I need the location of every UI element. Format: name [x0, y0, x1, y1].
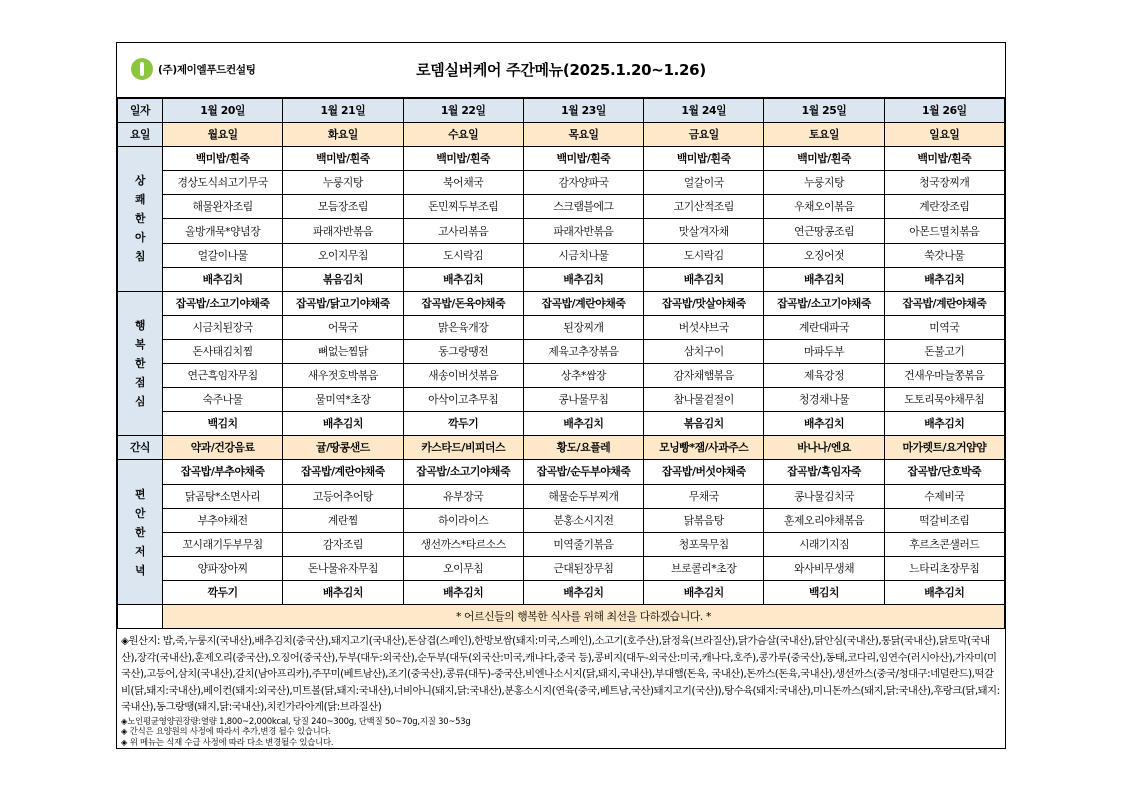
lunch-menu-item: 아삭이고추무침 — [403, 388, 523, 412]
breakfast-menu-item: 백미밥/흰죽 — [523, 147, 643, 171]
day-cell: 토요일 — [764, 123, 884, 147]
breakfast-menu-item: 연근땅콩조림 — [764, 219, 884, 243]
lunch-menu-item: 배추김치 — [884, 412, 1004, 436]
day-label: 요일 — [118, 123, 163, 147]
breakfast-menu-item: 해물완자조림 — [163, 195, 283, 219]
dinner-menu-item: 해물순두부찌개 — [523, 484, 643, 508]
breakfast-row — [118, 195, 1005, 219]
lunch-menu-item: 계란대파국 — [764, 315, 884, 339]
lunch-menu-item: 된장찌개 — [523, 315, 643, 339]
dinner-menu-item: 배추김치 — [403, 580, 523, 604]
dinner-row — [118, 532, 1005, 556]
breakfast-menu-item: 도시락김 — [403, 243, 523, 267]
day-cell: 일요일 — [884, 123, 1004, 147]
date-cell: 1월 22일 — [403, 99, 523, 123]
breakfast-menu-item: 얼갈이국 — [644, 171, 764, 195]
dinner-menu-item: 감자조림 — [283, 532, 403, 556]
dinner-menu-item: 배추김치 — [283, 580, 403, 604]
dinner-menu-item: 콩나물김치국 — [764, 484, 884, 508]
day-cell: 월요일 — [163, 123, 283, 147]
dinner-menu-item: 배추김치 — [523, 580, 643, 604]
lunch-menu-item: 감자채햄볶음 — [644, 364, 764, 388]
lunch-menu-item: 제육강정 — [764, 364, 884, 388]
dinner-menu-item: 잡곡밥/순두부야채죽 — [523, 460, 643, 484]
lunch-menu-item: 마파두부 — [764, 339, 884, 363]
date-label: 일자 — [118, 99, 163, 123]
snack-item: 황도/요플레 — [523, 436, 643, 460]
dinner-menu-item: 잡곡밥/단호박죽 — [884, 460, 1004, 484]
breakfast-menu-item: 오이지무침 — [283, 243, 403, 267]
note-snack: ◈ 간식은 요양원의 사정에 따라서 추가,변경 될수 있습니다. — [121, 726, 331, 737]
header — [117, 43, 1005, 98]
snack-label: 간식 — [118, 436, 163, 460]
lunch-menu-item: 새송이버섯볶음 — [403, 364, 523, 388]
dinner-row — [118, 580, 1005, 604]
dinner-menu-item: 와사비무생채 — [764, 556, 884, 580]
company-name: (주)제이엘푸드컨설팅 — [158, 63, 256, 76]
lunch-menu-item: 연근흑임자무침 — [163, 364, 283, 388]
lunch-menu-item: 청경채나물 — [764, 388, 884, 412]
dinner-row — [118, 460, 1005, 484]
dinner-row — [118, 508, 1005, 532]
breakfast-menu-item: 모듬장조림 — [283, 195, 403, 219]
dinner-menu-item: 백김치 — [764, 580, 884, 604]
dinner-menu-item: 분홍소시지전 — [523, 508, 643, 532]
lunch-menu-item: 잡곡밥/계란야채죽 — [523, 291, 643, 315]
lunch-menu-item: 새우젓호박볶음 — [283, 364, 403, 388]
lunch-menu-item: 제육고추장볶음 — [523, 339, 643, 363]
breakfast-menu-item: 시금치나물 — [523, 243, 643, 267]
breakfast-menu-item: 얼갈이나물 — [163, 243, 283, 267]
dinner-label: 편 안 한 저 녁 — [118, 460, 163, 605]
breakfast-menu-item: 스크램블에그 — [523, 195, 643, 219]
lunch-menu-item: 돈불고기 — [884, 339, 1004, 363]
breakfast-menu-item: 경상도식쇠고기무국 — [163, 171, 283, 195]
day-row — [118, 123, 1005, 147]
breakfast-row — [118, 267, 1005, 291]
lunch-label: 행 복 한 점 심 — [118, 291, 163, 436]
breakfast-menu-item: 맛살겨자채 — [644, 219, 764, 243]
snack-item: 바나나/엔요 — [764, 436, 884, 460]
lunch-menu-item: 볶음김치 — [644, 412, 764, 436]
breakfast-menu-item: 누룽지탕 — [764, 171, 884, 195]
day-cell: 화요일 — [283, 123, 403, 147]
notes-section — [117, 629, 1005, 747]
lunch-menu-item: 어묵국 — [283, 315, 403, 339]
lunch-menu-item: 콩나물무침 — [523, 388, 643, 412]
lunch-menu-item: 잡곡밥/계란야채죽 — [884, 291, 1004, 315]
lunch-menu-item: 맑은육개장 — [403, 315, 523, 339]
dinner-menu-item: 닭곰탕*소면사리 — [163, 484, 283, 508]
slogan-text: * 어르신들의 행복한 식사를 위해 최선을 다하겠습니다. * — [163, 604, 1005, 628]
lunch-menu-item: 도토리묵야채무침 — [884, 388, 1004, 412]
dinner-menu-item: 깍두기 — [163, 580, 283, 604]
dinner-menu-item: 청포묵무침 — [644, 532, 764, 556]
dinner-menu-item: 후르츠콘샐러드 — [884, 532, 1004, 556]
dinner-row — [118, 556, 1005, 580]
lunch-menu-item: 잡곡밥/맛살야채죽 — [644, 291, 764, 315]
lunch-menu-item: 배추김치 — [523, 412, 643, 436]
dinner-menu-item: 잡곡밥/부추야채죽 — [163, 460, 283, 484]
lunch-menu-item: 숙주나물 — [163, 388, 283, 412]
lunch-menu-item: 잡곡밥/돈육야채죽 — [403, 291, 523, 315]
breakfast-menu-item: 백미밥/흰죽 — [644, 147, 764, 171]
menu-sheet — [116, 42, 1006, 749]
breakfast-menu-item: 파래자반볶음 — [523, 219, 643, 243]
dinner-menu-item: 느타리초장무침 — [884, 556, 1004, 580]
lunch-menu-item: 삼치구이 — [644, 339, 764, 363]
breakfast-menu-item: 계란장조림 — [884, 195, 1004, 219]
date-cell: 1월 25일 — [764, 99, 884, 123]
dinner-menu-item: 닭볶음탕 — [644, 508, 764, 532]
dinner-menu-item: 유부장국 — [403, 484, 523, 508]
date-cell: 1월 21일 — [283, 99, 403, 123]
page-title: 로뎀실버케어 주간메뉴(2025.1.20~1.26) — [416, 61, 706, 79]
breakfast-menu-item: 고기산적조림 — [644, 195, 764, 219]
snack-item: 모닝빵*잼/사과주스 — [644, 436, 764, 460]
breakfast-menu-item: 오징어젓 — [764, 243, 884, 267]
lunch-menu-item: 배추김치 — [283, 412, 403, 436]
dinner-menu-item: 배추김치 — [884, 580, 1004, 604]
dinner-menu-item: 근대된장무침 — [523, 556, 643, 580]
lunch-menu-item: 미역국 — [884, 315, 1004, 339]
date-cell: 1월 20일 — [163, 99, 283, 123]
breakfast-menu-item: 돈민찌두부조림 — [403, 195, 523, 219]
dinner-menu-item: 무채국 — [644, 484, 764, 508]
breakfast-row — [118, 219, 1005, 243]
origin-text: ◈원산지: 밥,죽,누룽지(국내산),배추김치(중국산),돼지고기(국내산),돈삼겹(스페인),한방보쌈(돼지:미국,스페인),소고기(호주산),닭정육(브라질산),닭가슴살(국내산),닭안심(국내산),통닭(국내산),닭토막(국내산),장각(국내산),훈제오리(중국산),오징어(중국산),두부(대두:외국산),순두부(대두(외국산:미국,캐나다,중국 등),콩비지(대두-외국산:미국,캐나다,호주),콩가루(중국산),동태,코다리,임연수(러시아산),가자미(미국산),고등어,삼치(국내산),갈치(남아프리카),주꾸미(베트남산),조기(중국산),콩류(대두)-중국산,비엔나소시지(닭,돼지,국내산),부대햄(돈육, 국내산),돈까스(돈육,국내산),생선까스(중국/청대구:네덜란드),떡갈비(닭,돼지:국내산),베이컨(돼지:외국산),미트볼(닭,돼지:국내산),너비아니(돼지,닭:국내산),분홍소시지(연육(중국,베트남,국산)돼지고기(국산)),탕수육(돼지:국내산),미니돈까스(돼지,닭:국내산),후랑크(닭,돼지:국내산),동그랑땡(돼지,닭:국내산),치킨가라아게(닭:브라질산) — [121, 635, 1000, 714]
snack-item: 카스타드/비피더스 — [403, 436, 523, 460]
lunch-menu-item: 건새우마늘쫑볶음 — [884, 364, 1004, 388]
dinner-row — [118, 484, 1005, 508]
dinner-menu-item: 잡곡밥/소고기야채죽 — [403, 460, 523, 484]
lunch-menu-item: 돈사태김치찜 — [163, 339, 283, 363]
lunch-menu-item: 상추*쌈장 — [523, 364, 643, 388]
breakfast-menu-item: 배추김치 — [764, 267, 884, 291]
dinner-menu-item: 미역줄기볶음 — [523, 532, 643, 556]
dinner-menu-item: 떡갈비조림 — [884, 508, 1004, 532]
lunch-row — [118, 291, 1005, 315]
lunch-menu-item: 버섯샤브국 — [644, 315, 764, 339]
date-cell: 1월 26일 — [884, 99, 1004, 123]
dinner-menu-item: 계란찜 — [283, 508, 403, 532]
breakfast-menu-item: 볶음김치 — [283, 267, 403, 291]
dinner-menu-item: 훈제오리야채볶음 — [764, 508, 884, 532]
dinner-menu-item: 돈나물유자무침 — [283, 556, 403, 580]
lunch-row — [118, 388, 1005, 412]
breakfast-label: 상 쾌 한 아 침 — [118, 147, 163, 292]
breakfast-menu-item: 올방개묵*양념장 — [163, 219, 283, 243]
lunch-row — [118, 339, 1005, 363]
lunch-menu-item: 뼈없는찜닭 — [283, 339, 403, 363]
dinner-menu-item: 오이무침 — [403, 556, 523, 580]
dinner-menu-item: 하이라이스 — [403, 508, 523, 532]
date-cell: 1월 23일 — [523, 99, 643, 123]
lunch-row — [118, 412, 1005, 436]
lunch-menu-item: 잡곡밥/소고기야채죽 — [764, 291, 884, 315]
dinner-menu-item: 꼬시래기두부무침 — [163, 532, 283, 556]
breakfast-menu-item: 백미밥/흰죽 — [884, 147, 1004, 171]
slogan-row — [118, 604, 1005, 628]
breakfast-menu-item: 북어채국 — [403, 171, 523, 195]
day-cell: 금요일 — [644, 123, 764, 147]
weekly-menu-table — [117, 98, 1005, 629]
note-change: ◈ 위 메뉴는 식재 수급 사정에 따라 다소 변경될수 있습니다. — [121, 736, 334, 747]
lunch-menu-item: 동그랑땡전 — [403, 339, 523, 363]
dinner-menu-item: 브로콜리*초장 — [644, 556, 764, 580]
day-cell: 수요일 — [403, 123, 523, 147]
lunch-menu-item: 시금치된장국 — [163, 315, 283, 339]
breakfast-menu-item: 감자양파국 — [523, 171, 643, 195]
lunch-menu-item: 잡곡밥/소고기야채죽 — [163, 291, 283, 315]
breakfast-menu-item: 도시락김 — [644, 243, 764, 267]
snack-item: 귤/땅콩샌드 — [283, 436, 403, 460]
breakfast-menu-item: 누룽지탕 — [283, 171, 403, 195]
breakfast-menu-item: 배추김치 — [523, 267, 643, 291]
breakfast-row — [118, 171, 1005, 195]
lunch-menu-item: 백김치 — [163, 412, 283, 436]
dinner-menu-item: 잡곡밥/흑임자죽 — [764, 460, 884, 484]
dinner-menu-item: 부추야채전 — [163, 508, 283, 532]
snack-item: 약과/건강음료 — [163, 436, 283, 460]
breakfast-menu-item: 아몬드멸치볶음 — [884, 219, 1004, 243]
breakfast-menu-item: 우채오이볶음 — [764, 195, 884, 219]
breakfast-menu-item: 쑥갓나물 — [884, 243, 1004, 267]
lunch-row — [118, 364, 1005, 388]
breakfast-menu-item: 백미밥/흰죽 — [283, 147, 403, 171]
dinner-menu-item: 배추김치 — [644, 580, 764, 604]
snack-row — [118, 436, 1005, 460]
lunch-menu-item: 참나물겉절이 — [644, 388, 764, 412]
breakfast-menu-item: 백미밥/흰죽 — [764, 147, 884, 171]
dinner-menu-item: 잡곡밥/버섯야채죽 — [644, 460, 764, 484]
breakfast-row — [118, 243, 1005, 267]
lunch-menu-item: 배추김치 — [764, 412, 884, 436]
breakfast-menu-item: 파래자반볶음 — [283, 219, 403, 243]
breakfast-menu-item: 배추김치 — [884, 267, 1004, 291]
date-row — [118, 99, 1005, 123]
breakfast-menu-item: 백미밥/흰죽 — [403, 147, 523, 171]
lunch-menu-item: 잡곡밥/닭고기야채죽 — [283, 291, 403, 315]
lunch-menu-item: 깍두기 — [403, 412, 523, 436]
lunch-row — [118, 315, 1005, 339]
snack-item: 마가렛트/요거얌얌 — [884, 436, 1004, 460]
breakfast-menu-item: 배추김치 — [644, 267, 764, 291]
breakfast-menu-item: 배추김치 — [163, 267, 283, 291]
dinner-menu-item: 수제비국 — [884, 484, 1004, 508]
note-nutrition: ◈노인평균영양권장량:열량 1,800~2,000kcal, 당질 240~300g, 단백질 50~70g,지질 30~53g — [121, 716, 471, 727]
breakfast-row — [118, 147, 1005, 171]
breakfast-menu-item: 배추김치 — [403, 267, 523, 291]
lunch-menu-item: 물미역*초장 — [283, 388, 403, 412]
breakfast-menu-item: 청국장찌개 — [884, 171, 1004, 195]
dinner-menu-item: 양파장아찌 — [163, 556, 283, 580]
dinner-menu-item: 고등어추어탕 — [283, 484, 403, 508]
day-cell: 목요일 — [523, 123, 643, 147]
breakfast-menu-item: 고사리볶음 — [403, 219, 523, 243]
breakfast-menu-item: 백미밥/흰죽 — [163, 147, 283, 171]
dinner-menu-item: 잡곡밥/계란야채죽 — [283, 460, 403, 484]
date-cell: 1월 24일 — [644, 99, 764, 123]
dinner-menu-item: 시래기지짐 — [764, 532, 884, 556]
slogan-spacer — [118, 604, 163, 628]
dinner-menu-item: 생선까스*타르소스 — [403, 532, 523, 556]
